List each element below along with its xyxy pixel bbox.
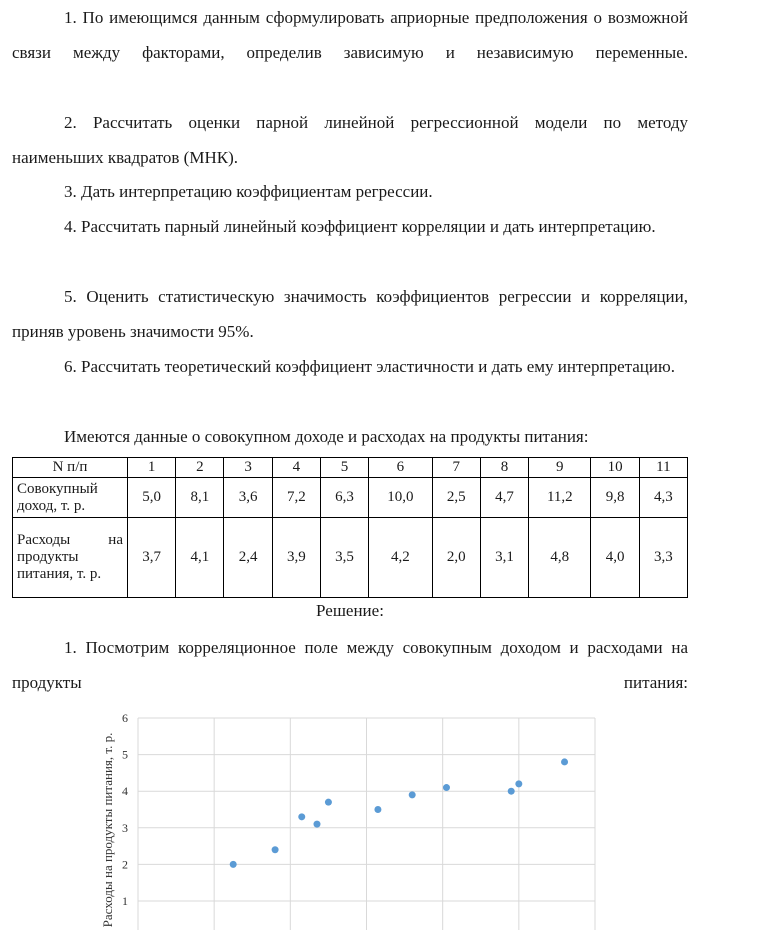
table-cell: 3,6	[224, 478, 272, 518]
data-point	[508, 788, 515, 795]
expense-row-label: Расходы на продукты питания, т. р.	[13, 518, 128, 598]
table-cell: 8,1	[176, 478, 224, 518]
chart-points	[230, 758, 568, 867]
data-point	[409, 791, 416, 798]
data-point	[374, 806, 381, 813]
y-tick-label: 6	[122, 711, 128, 725]
table-cell: 3,7	[128, 518, 176, 598]
table-cell: 2,0	[432, 518, 480, 598]
y-tick-label: 1	[122, 894, 128, 908]
table-cell: 2,5	[432, 478, 480, 518]
data-point	[313, 821, 320, 828]
table-cell: 10,0	[369, 478, 432, 518]
table-cell: 3,3	[639, 518, 687, 598]
table-cell: 11,2	[529, 478, 591, 518]
table-cell: 4,7	[480, 478, 528, 518]
chart-grid	[138, 718, 595, 930]
table-cell: 7,2	[272, 478, 320, 518]
table-header-cell: 3	[224, 458, 272, 478]
table-header-cell: 7	[432, 458, 480, 478]
scatter-chart	[95, 708, 615, 930]
table-row-expense	[13, 518, 688, 598]
y-tick-label: 3	[122, 820, 128, 835]
table-cell: 3,9	[272, 518, 320, 598]
income-row-label: Совокупный доход, т. р.	[13, 478, 128, 518]
solution-heading: Решение:	[316, 601, 384, 620]
table-cell: 6,3	[320, 478, 368, 518]
task-paragraph-2: 2. Рассчитать оценки парной линейной регрессионной модели по методу наименьших квадратов (МНК).	[12, 113, 688, 167]
solution-step-1: 1. Посмотрим корреляционное поле между совокупным доходом и расходами на продукты питания:	[12, 638, 688, 692]
data-table	[12, 457, 688, 598]
task-paragraph-5: 5. Оценить статистическую значимость коэффициентов регрессии и корреляции, приняв уровень значимости 95%.	[12, 287, 688, 341]
task-paragraph-4: 4. Рассчитать парный линейный коэффициент корреляции и дать интерпретацию.	[64, 217, 656, 236]
table-header-cell: 5	[320, 458, 368, 478]
table-header-cell: 8	[480, 458, 528, 478]
chart-y-axis-label: Расходы на продукты питания, т. р.	[100, 732, 115, 928]
data-point	[443, 784, 450, 791]
table-cell: 4,0	[591, 518, 639, 598]
table-header-cell: 2	[176, 458, 224, 478]
table-header-cell: 6	[369, 458, 432, 478]
data-point	[515, 780, 522, 787]
chart-y-ticks	[122, 711, 128, 908]
table-cell: 4,8	[529, 518, 591, 598]
task-paragraph-6: 6. Рассчитать теоретический коэффициент эластичности и дать ему интерпретацию.	[64, 357, 675, 376]
table-cell: 4,3	[639, 478, 687, 518]
table-cell: 4,2	[369, 518, 432, 598]
data-intro-paragraph: Имеются данные о совокупном доходе и расходах на продукты питания:	[64, 427, 589, 446]
y-tick-label: 5	[122, 747, 128, 762]
table-header-row	[13, 458, 688, 478]
table-header-cell: 9	[529, 458, 591, 478]
data-point	[561, 758, 568, 765]
table-cell: 2,4	[224, 518, 272, 598]
table-cell: 3,5	[320, 518, 368, 598]
data-point	[230, 861, 237, 868]
task-paragraph-3: 3. Дать интерпретацию коэффициентам регрессии.	[64, 182, 433, 201]
table-header-cell: 10	[591, 458, 639, 478]
table-row-income	[13, 478, 688, 518]
y-tick-label: 2	[122, 857, 128, 872]
table-cell: 3,1	[480, 518, 528, 598]
data-point	[272, 846, 279, 853]
task-paragraph-1: 1. По имеющимся данным сформулировать априорные предположения о возможной связи между факторами, определив зависимую и независимую переменные.	[12, 8, 688, 62]
y-tick-label: 4	[122, 784, 128, 799]
table-cell: 4,1	[176, 518, 224, 598]
data-point	[298, 813, 305, 820]
table-header-cell: 1	[128, 458, 176, 478]
table-header-cell: 4	[272, 458, 320, 478]
table-header-cell: N п/п	[13, 458, 128, 478]
table-cell: 5,0	[128, 478, 176, 518]
table-header-cell: 11	[639, 458, 687, 478]
table-cell: 9,8	[591, 478, 639, 518]
data-point	[325, 799, 332, 806]
